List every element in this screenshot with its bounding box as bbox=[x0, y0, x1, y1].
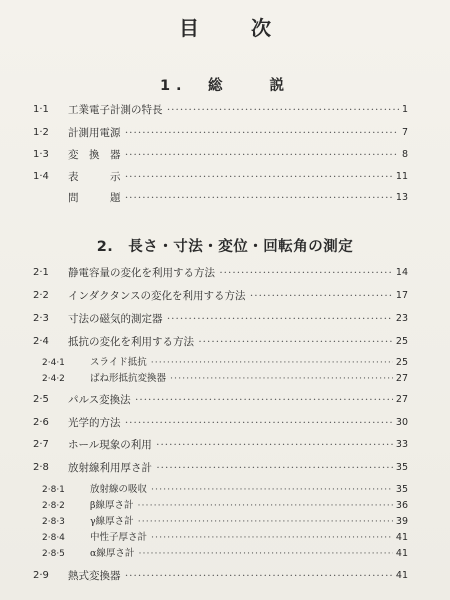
toc-entry-title: γ線厚さ計 ····· bbox=[90, 513, 393, 531]
toc-entry bbox=[0, 333, 450, 351]
toc-entry bbox=[0, 310, 450, 328]
toc-entry-title: パルス変換法 ····· bbox=[68, 391, 393, 409]
toc-entry-number: 2·8·4 bbox=[42, 533, 65, 543]
toc-entry-title: インダクタンスの変化を利用する方法 ····· bbox=[68, 287, 393, 305]
toc-entry-number: 2·4·1 bbox=[42, 358, 65, 368]
toc-entry bbox=[0, 370, 450, 388]
toc-entry-number: 2·1 bbox=[33, 267, 49, 278]
toc-entry-number: 2·4·2 bbox=[42, 374, 65, 384]
toc-entry-title: 変 換 器 ····· bbox=[68, 146, 399, 164]
toc-entry-page: 23 bbox=[395, 313, 408, 324]
toc-entry-title: 放射線の吸収 ····· bbox=[90, 481, 393, 499]
toc-entry-page: 13 bbox=[395, 192, 408, 203]
toc-entry-page: 25 bbox=[395, 336, 408, 347]
toc-entry-number: 1·3 bbox=[33, 149, 49, 160]
toc-entry bbox=[0, 545, 450, 563]
toc-entry-page: 33 bbox=[395, 439, 408, 450]
toc-entry-number: 2·8·3 bbox=[42, 517, 65, 527]
toc-entry-title: β線厚さ計 ····· bbox=[90, 497, 393, 515]
toc-entry bbox=[0, 436, 450, 454]
toc-entry-page: 17 bbox=[395, 290, 408, 301]
toc-entry bbox=[0, 459, 450, 477]
toc-entry-page: 30 bbox=[395, 417, 408, 428]
toc-entry bbox=[0, 287, 450, 305]
chapter-2-title: 2. 長さ・寸法・変位・回転角の測定 bbox=[96, 239, 354, 255]
toc-entry-page: 39 bbox=[395, 516, 408, 527]
toc-entry-page: 7 bbox=[401, 127, 408, 138]
toc-entry-title: 光学的方法 ····· bbox=[68, 414, 393, 432]
toc-entry-page: 27 bbox=[395, 373, 408, 384]
toc-entry-title: 工業電子計測の特長 ····· bbox=[68, 101, 399, 119]
toc-entry-page: 41 bbox=[395, 548, 408, 559]
toc-entry-number: 1·4 bbox=[33, 171, 49, 182]
toc-entry-page: 25 bbox=[395, 357, 408, 368]
toc-entry-number: 2·2 bbox=[33, 290, 49, 301]
toc-entry-title: ホール現象の利用 ····· bbox=[68, 436, 393, 454]
chapter-1-title: 1. 総 説 bbox=[159, 78, 291, 94]
toc-entry-page: 11 bbox=[395, 171, 408, 182]
toc-entry-title: 寸法の磁気的測定器 ····· bbox=[68, 310, 393, 328]
toc-entry-page: 8 bbox=[401, 149, 408, 160]
toc-entry-page: 41 bbox=[395, 532, 408, 543]
toc-entry bbox=[0, 168, 450, 186]
toc-entry bbox=[0, 567, 450, 585]
toc-entry-number: 2·3 bbox=[33, 313, 49, 324]
toc-entry-title: 放射線利用厚さ計 ····· bbox=[68, 459, 393, 477]
toc-entry-title: 抵抗の変化を利用する方法 ····· bbox=[68, 333, 393, 351]
toc-entry-number: 2·9 bbox=[33, 570, 49, 581]
page-title: 目次 bbox=[179, 16, 323, 40]
toc-entry-number: 2·4 bbox=[33, 336, 49, 347]
toc-entry-number: 1·2 bbox=[33, 127, 49, 138]
toc-entry-title: 静電容量の変化を利用する方法 ····· bbox=[68, 264, 393, 282]
toc-entry-page: 41 bbox=[395, 570, 408, 581]
toc-entry-number: 2·8·5 bbox=[42, 549, 65, 559]
toc-entry-number: 2·8 bbox=[33, 462, 49, 473]
toc-entry-number: 2·8·2 bbox=[42, 501, 65, 511]
toc-entry-title: 中性子厚さ計 ····· bbox=[90, 529, 393, 547]
toc-entry bbox=[0, 391, 450, 409]
toc-entry-title: 計測用電源 ····· bbox=[68, 124, 399, 142]
toc-entry-number: 2·5 bbox=[33, 394, 49, 405]
toc-entry bbox=[0, 264, 450, 282]
toc-entry bbox=[0, 146, 450, 164]
toc-entry-number: 2·6 bbox=[33, 417, 49, 428]
toc-entry-title: α線厚さ計 ····· bbox=[90, 545, 393, 563]
toc-entry-title: 熱式変換器 ····· bbox=[68, 567, 393, 585]
toc-entry-page: 36 bbox=[395, 500, 408, 511]
toc-entry bbox=[0, 101, 450, 119]
toc-entry-title: スライド抵抗 ····· bbox=[90, 354, 393, 372]
toc-entry-page: 35 bbox=[395, 484, 408, 495]
toc-entry-page: 14 bbox=[395, 267, 408, 278]
toc-entry-title: 表 示 ····· bbox=[68, 168, 393, 186]
toc-entry-title: ばね形抵抗変換器 ····· bbox=[90, 370, 393, 388]
toc-entry bbox=[0, 414, 450, 432]
toc-entry bbox=[0, 124, 450, 142]
toc-entry-number: 1·1 bbox=[33, 104, 49, 115]
toc-entry bbox=[0, 189, 450, 207]
toc-entry-page: 35 bbox=[395, 462, 408, 473]
toc-entry-page: 1 bbox=[401, 104, 408, 115]
toc-entry-title: 問 題 ····· bbox=[68, 189, 393, 207]
toc-entry-number: 2·8·1 bbox=[42, 485, 65, 495]
toc-entry-number: 2·7 bbox=[33, 439, 49, 450]
toc-entry-page: 27 bbox=[395, 394, 408, 405]
